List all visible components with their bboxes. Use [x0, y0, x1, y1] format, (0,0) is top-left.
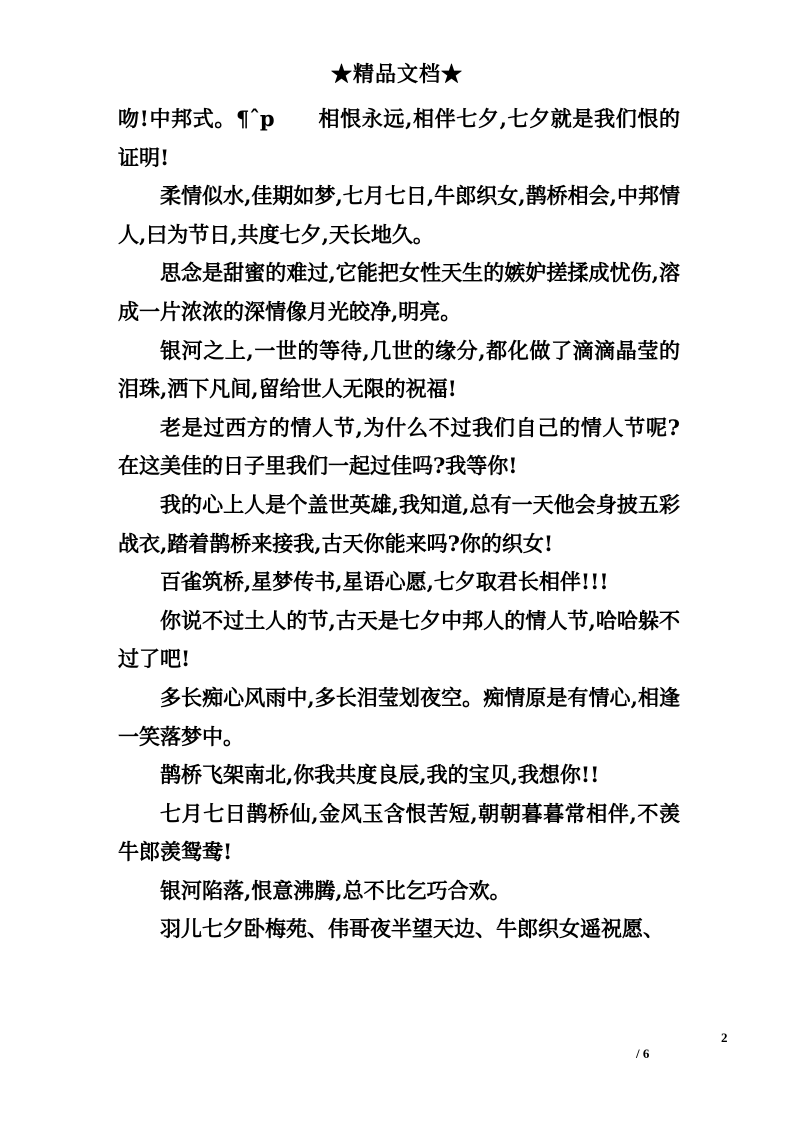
page-number: 2: [721, 1030, 728, 1045]
paragraph-11: 七月七日鹊桥仙,金风玉含恨苦短,朝朝暮暮常相伴,不羡牛郎羡鸳鸯!: [118, 800, 680, 865]
paragraph-3: 思念是甜蜜的难过,它能把女性天生的嫉妒搓揉成忧伤,溶成一片浓浓的深情像月光皎净,明亮。: [118, 260, 680, 324]
paragraph-13: 羽儿七夕卧梅苑、伟哥夜半望天边、牛郎织女遥祝愿、: [160, 916, 664, 942]
page-total: / 6: [636, 1046, 650, 1061]
paragraph-8: 你说不过土人的节,古天是七夕中邦人的情人节,哈哈躲不过了吧!: [118, 607, 680, 672]
document-header-title: ★精品文档★: [331, 61, 463, 86]
paragraph-4: 银河之上,一世的等待,几世的缘分,都化做了滴滴晶莹的泪珠,洒下凡间,留给世人无限的祝福!: [118, 337, 680, 402]
paragraph-5: 老是过西方的情人节,为什么不过我们自己的情人节呢?在这美佳的日子里我们一起过佳吗?我等你!: [118, 414, 680, 479]
paragraph-7: 百雀筑桥,星梦传书,星语心愿,七夕取君长相伴!!!: [160, 569, 609, 595]
paragraph-2: 柔情似水,佳期如梦,七月七日,牛郎织女,鹊桥相会,中邦情人,曰为节日,共度七夕,天长地久。: [118, 183, 680, 247]
paragraph-10: 鹊桥飞架南北,你我共度良辰,我的宝贝,我想你!!: [160, 762, 600, 788]
paragraph-9: 多长痴心风雨中,多长泪莹划夜空。痴情原是有情心,相逢一笑落梦中。: [118, 684, 680, 749]
paragraph-6: 我的心上人是个盖世英雄,我知道,总有一天他会身披五彩战衣,踏着鹊桥来接我,古天你能来吗?你的织女!: [118, 491, 680, 556]
paragraph-1: 吻!中邦式。¶ˆp 相恨永远,相伴七夕,七夕就是我们恨的证明!: [118, 106, 680, 170]
paragraph-12: 银河陷落,恨意沸腾,总不比乞巧合欢。: [160, 877, 511, 903]
document-body: [118, 100, 680, 949]
